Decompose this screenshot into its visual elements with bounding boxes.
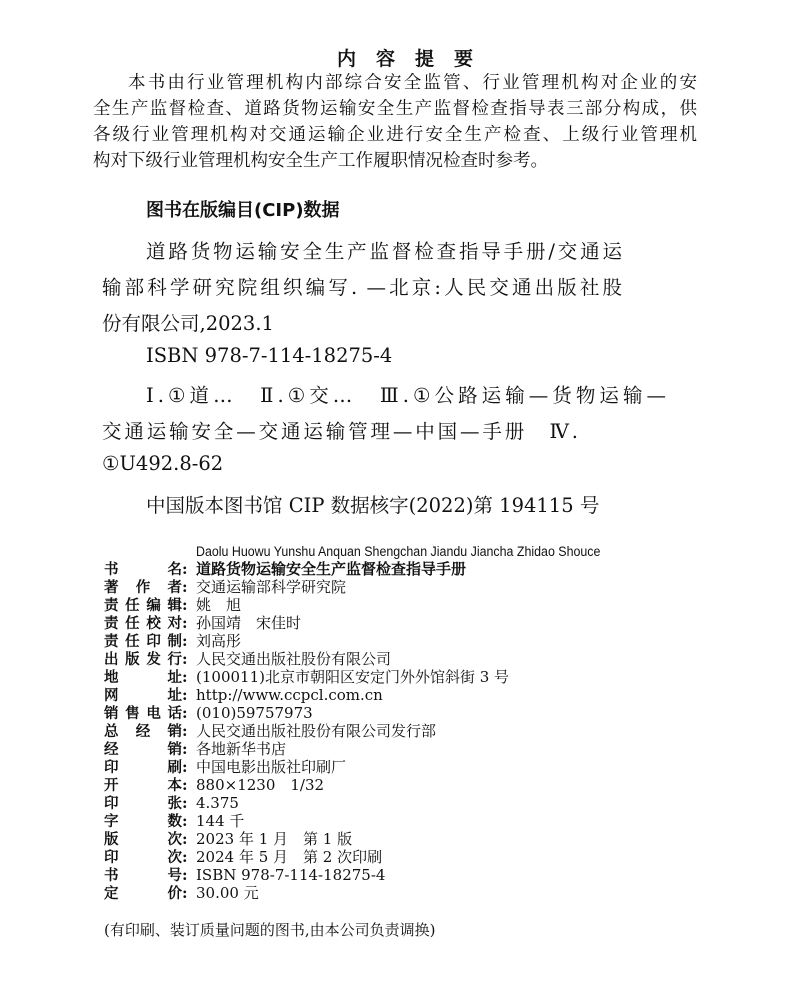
row-label: 书号 <box>104 868 182 884</box>
row-colon: : <box>182 794 188 812</box>
colophon-row-author <box>104 578 509 596</box>
colophon-table <box>104 560 509 902</box>
row-colon: : <box>182 812 188 830</box>
colophon-row-website <box>104 686 509 704</box>
row-value: 交通运输部科学研究院 <box>196 578 347 596</box>
row-label: 著作者 <box>104 580 182 596</box>
row-colon: : <box>182 884 188 902</box>
colophon-row-proofreader <box>104 614 509 632</box>
cip-subject-line: ①U492.8-62 <box>102 452 224 475</box>
row-label: 定价 <box>104 886 182 902</box>
summary-line: 全生产监督检查、道路货物运输安全生产监督检查指导表三部分构成，供 <box>93 99 697 119</box>
colophon-row-retailer <box>104 740 509 758</box>
row-value: 880×1230 1/32 <box>196 776 325 794</box>
row-colon: : <box>182 668 188 686</box>
row-label: 书名 <box>104 562 182 578</box>
row-value: (010)59757973 <box>196 704 313 722</box>
row-colon: : <box>182 740 188 758</box>
row-colon: : <box>182 632 188 650</box>
row-value: (100011)北京市朝阳区安定门外外馆斜街 3 号 <box>196 668 510 686</box>
row-colon: : <box>182 650 188 668</box>
row-label: 字数 <box>104 814 182 830</box>
row-value: 2024 年 5 月 第 2 次印刷 <box>196 848 383 866</box>
row-label: 经销 <box>104 742 182 758</box>
colophon-row-sales-phone <box>104 704 509 722</box>
row-colon: : <box>182 758 188 776</box>
row-label: 印次 <box>104 850 182 866</box>
colophon-row-distributor <box>104 722 509 740</box>
colophon-row-edition <box>104 830 509 848</box>
row-label: 出版发行 <box>104 652 182 668</box>
colophon-row-sheets <box>104 794 509 812</box>
row-value: 姚 旭 <box>196 596 242 614</box>
row-value: 中国电影出版社印刷厂 <box>196 758 347 776</box>
row-label: 地址 <box>104 670 182 686</box>
cip-title-line: 输部科学研究院组织编写. —北京:人民交通出版社股 <box>102 276 622 299</box>
row-colon: : <box>182 776 188 794</box>
colophon-row-publisher <box>104 650 509 668</box>
row-value: 各地新华书店 <box>196 740 287 758</box>
pinyin-title: Daolu Huowu Yunshu Anquan Shengchan Jiandu Jiancha Zhidao Shouce <box>196 544 601 559</box>
row-value: ISBN 978-7-114-18275-4 <box>196 866 386 884</box>
row-value: 刘高彤 <box>196 632 242 650</box>
row-value: 30.00 元 <box>196 884 259 902</box>
summary-line: 构对下级行业管理机构安全生产工作履职情况检查时参考。 <box>93 151 548 171</box>
quality-note: (有印刷、装订质量问题的图书,由本公司负责调换) <box>104 921 436 939</box>
row-colon: : <box>182 848 188 866</box>
row-colon: : <box>182 722 188 740</box>
colophon-row-impression <box>104 848 509 866</box>
row-value: 144 千 <box>196 812 245 830</box>
colophon-row-isbn <box>104 866 509 884</box>
row-value: 道路货物运输安全生产监督检查指导手册 <box>196 560 467 578</box>
summary-line: 各级行业管理机构对交通运输企业进行安全生产检查、上级行业管理机 <box>93 125 697 145</box>
row-value: http://www.ccpcl.com.cn <box>196 686 383 704</box>
cip-subject-line: 交通运输安全—交通运输管理—中国—手册 Ⅳ. <box>102 420 578 443</box>
colophon-row-print-manager <box>104 632 509 650</box>
row-colon: : <box>182 686 188 704</box>
colophon-row-printer <box>104 758 509 776</box>
row-colon: : <box>182 578 188 596</box>
row-label: 印刷 <box>104 760 182 776</box>
row-value: 2023 年 1 月 第 1 版 <box>196 830 353 848</box>
row-label: 印张 <box>104 796 182 812</box>
row-label: 责任校对 <box>104 616 182 632</box>
colophon-row-editor <box>104 596 509 614</box>
row-value: 孙国靖 宋佳时 <box>196 614 302 632</box>
row-colon: : <box>182 866 188 884</box>
cip-title-line: 道路货物运输安全生产监督检查指导手册/交通运 <box>146 240 622 263</box>
summary-body <box>93 70 697 174</box>
cip-subject-line: Ⅰ.①道… Ⅱ.①交… Ⅲ.①公路运输—货物运输— <box>146 384 666 407</box>
cip-title-line: 份有限公司,2023.1 <box>102 312 274 335</box>
summary-line: 本书由行业管理机构内部综合安全监管、行业管理机构对企业的安 <box>128 73 697 93</box>
row-value: 人民交通出版社股份有限公司 <box>196 650 392 668</box>
row-label: 责任编辑 <box>104 598 182 614</box>
summary-title: 内容提要 <box>336 48 493 70</box>
row-label: 责任印制 <box>104 634 182 650</box>
colophon-row-word-count <box>104 812 509 830</box>
colophon-row-title <box>104 560 509 578</box>
row-value: 人民交通出版社股份有限公司发行部 <box>196 722 437 740</box>
row-colon: : <box>182 614 188 632</box>
row-label: 销售电话 <box>104 706 182 722</box>
colophon-row-format <box>104 776 509 794</box>
row-label: 开本 <box>104 778 182 794</box>
row-label: 总经销 <box>104 724 182 740</box>
row-colon: : <box>182 704 188 722</box>
row-colon: : <box>182 560 188 578</box>
cip-heading: 图书在版编目(CIP)数据 <box>146 200 340 221</box>
row-label: 版次 <box>104 832 182 848</box>
cip-isbn: ISBN 978-7-114-18275-4 <box>146 344 393 367</box>
row-colon: : <box>182 596 188 614</box>
colophon-row-address <box>104 668 509 686</box>
colophon-row-price <box>104 884 509 902</box>
row-value: 4.375 <box>196 794 239 812</box>
row-label: 网址 <box>104 688 182 704</box>
cip-record: 中国版本图书馆 CIP 数据核字(2022)第 194115 号 <box>146 494 600 517</box>
row-colon: : <box>182 830 188 848</box>
